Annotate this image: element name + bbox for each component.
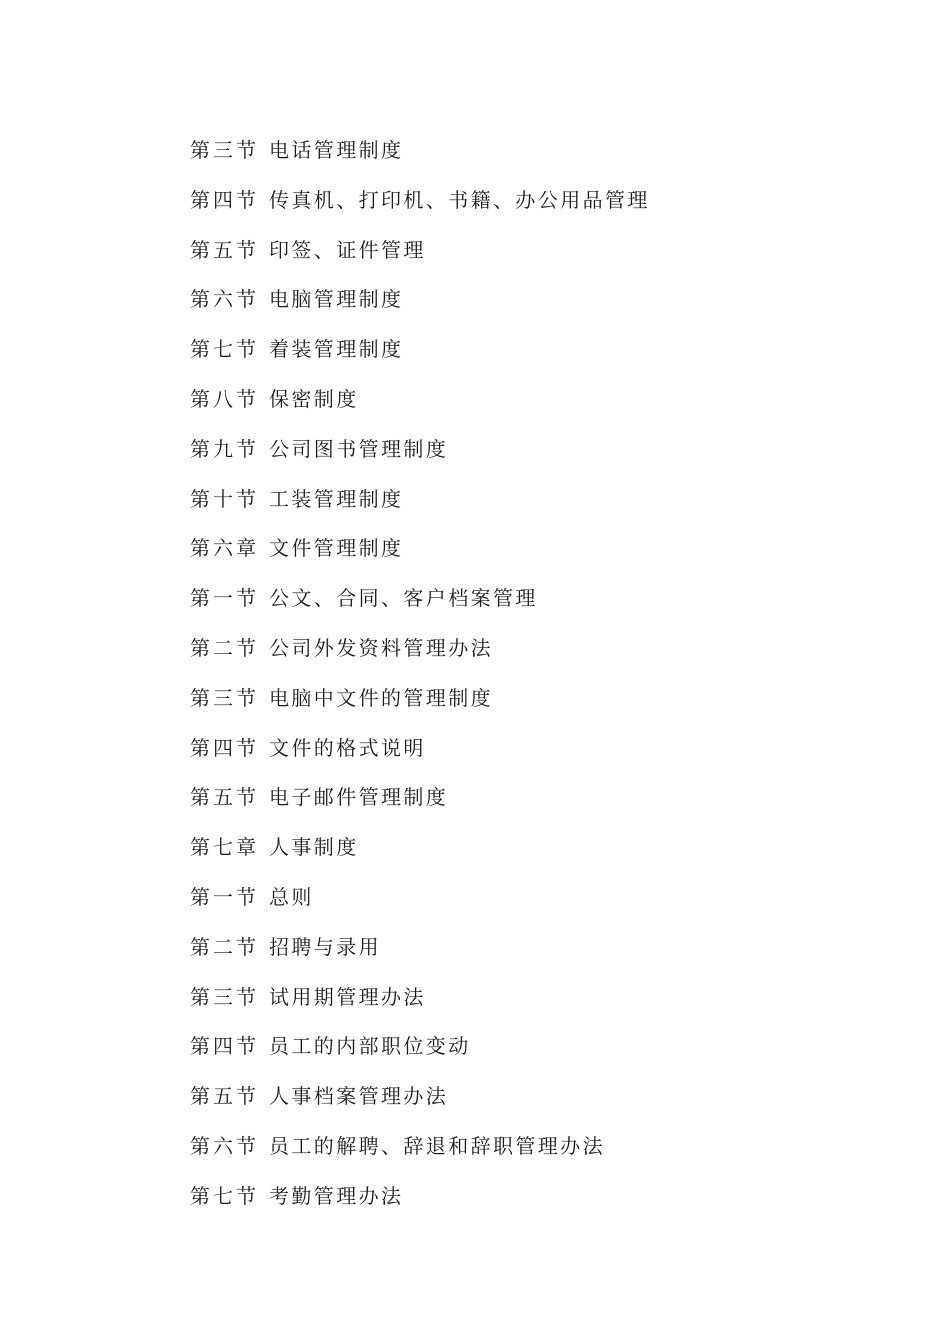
- entry-title: 人事档案管理办法: [269, 1084, 449, 1109]
- chapter-number: 第七章: [190, 835, 259, 860]
- entry-number: 第一节: [190, 586, 259, 611]
- toc-entry: [190, 483, 890, 533]
- toc-entry: [190, 333, 890, 383]
- toc-entry: [190, 1130, 890, 1180]
- table-of-contents: [190, 134, 890, 1230]
- entry-title: 保密制度: [269, 386, 359, 411]
- entry-number: 第三节: [190, 685, 259, 710]
- entry-number: 第五节: [190, 237, 259, 262]
- entry-number: 第一节: [190, 884, 259, 909]
- entry-number: 第四节: [190, 735, 259, 760]
- toc-entry: [190, 732, 890, 782]
- entry-number: 第五节: [190, 785, 259, 810]
- toc-entry: [190, 383, 890, 433]
- toc-entry: [190, 981, 890, 1031]
- entry-title: 员工的解聘、辞退和辞职管理办法: [269, 1133, 605, 1158]
- entry-title: 试用期管理办法: [269, 984, 426, 1009]
- toc-entry: [190, 184, 890, 234]
- entry-title: 公司图书管理制度: [269, 436, 449, 461]
- toc-chapter-entry: [190, 831, 890, 881]
- toc-entry: [190, 632, 890, 682]
- chapter-number: 第六章: [190, 536, 259, 561]
- toc-entry: [190, 582, 890, 632]
- entry-title: 考勤管理办法: [269, 1183, 404, 1208]
- toc-chapter-entry: [190, 532, 890, 582]
- entry-number: 第四节: [190, 1034, 259, 1059]
- entry-title: 文件的格式说明: [269, 735, 426, 760]
- chapter-title: 人事制度: [269, 835, 359, 860]
- toc-entry: [190, 433, 890, 483]
- entry-title: 总则: [269, 884, 314, 909]
- entry-number: 第五节: [190, 1084, 259, 1109]
- chapter-title: 文件管理制度: [269, 536, 404, 561]
- entry-title: 电脑中文件的管理制度: [269, 685, 493, 710]
- entry-title: 电话管理制度: [269, 138, 404, 162]
- entry-number: 第七节: [190, 1183, 259, 1208]
- toc-entry: [190, 1030, 890, 1080]
- entry-title: 印签、证件管理: [269, 237, 426, 262]
- toc-entry: [190, 682, 890, 732]
- toc-entry: [190, 881, 890, 931]
- toc-entry: [190, 1180, 890, 1230]
- entry-number: 第二节: [190, 934, 259, 959]
- entry-number: 第七节: [190, 337, 259, 362]
- entry-title: 电脑管理制度: [269, 287, 404, 312]
- entry-title: 传真机、打印机、书籍、办公用品管理: [269, 187, 650, 212]
- toc-entry: [190, 781, 890, 831]
- entry-number: 第四节: [190, 187, 259, 212]
- entry-number: 第六节: [190, 1133, 259, 1158]
- entry-title: 工装管理制度: [269, 486, 404, 511]
- toc-entry: [190, 283, 890, 333]
- entry-title: 招聘与录用: [269, 934, 381, 959]
- toc-entry: [190, 134, 890, 184]
- entry-number: 第三节: [190, 138, 259, 162]
- entry-title: 公司外发资料管理办法: [269, 635, 493, 660]
- entry-number: 第六节: [190, 287, 259, 312]
- entry-title: 着装管理制度: [269, 337, 404, 362]
- toc-entry: [190, 234, 890, 284]
- toc-entry: [190, 931, 890, 981]
- entry-number: 第八节: [190, 386, 259, 411]
- entry-title: 电子邮件管理制度: [269, 785, 449, 810]
- entry-title: 公文、合同、客户档案管理: [269, 586, 538, 611]
- entry-number: 第三节: [190, 984, 259, 1009]
- toc-entry: [190, 1080, 890, 1130]
- entry-number: 第九节: [190, 436, 259, 461]
- entry-number: 第十节: [190, 486, 259, 511]
- entry-number: 第二节: [190, 635, 259, 660]
- entry-title: 员工的内部职位变动: [269, 1034, 471, 1059]
